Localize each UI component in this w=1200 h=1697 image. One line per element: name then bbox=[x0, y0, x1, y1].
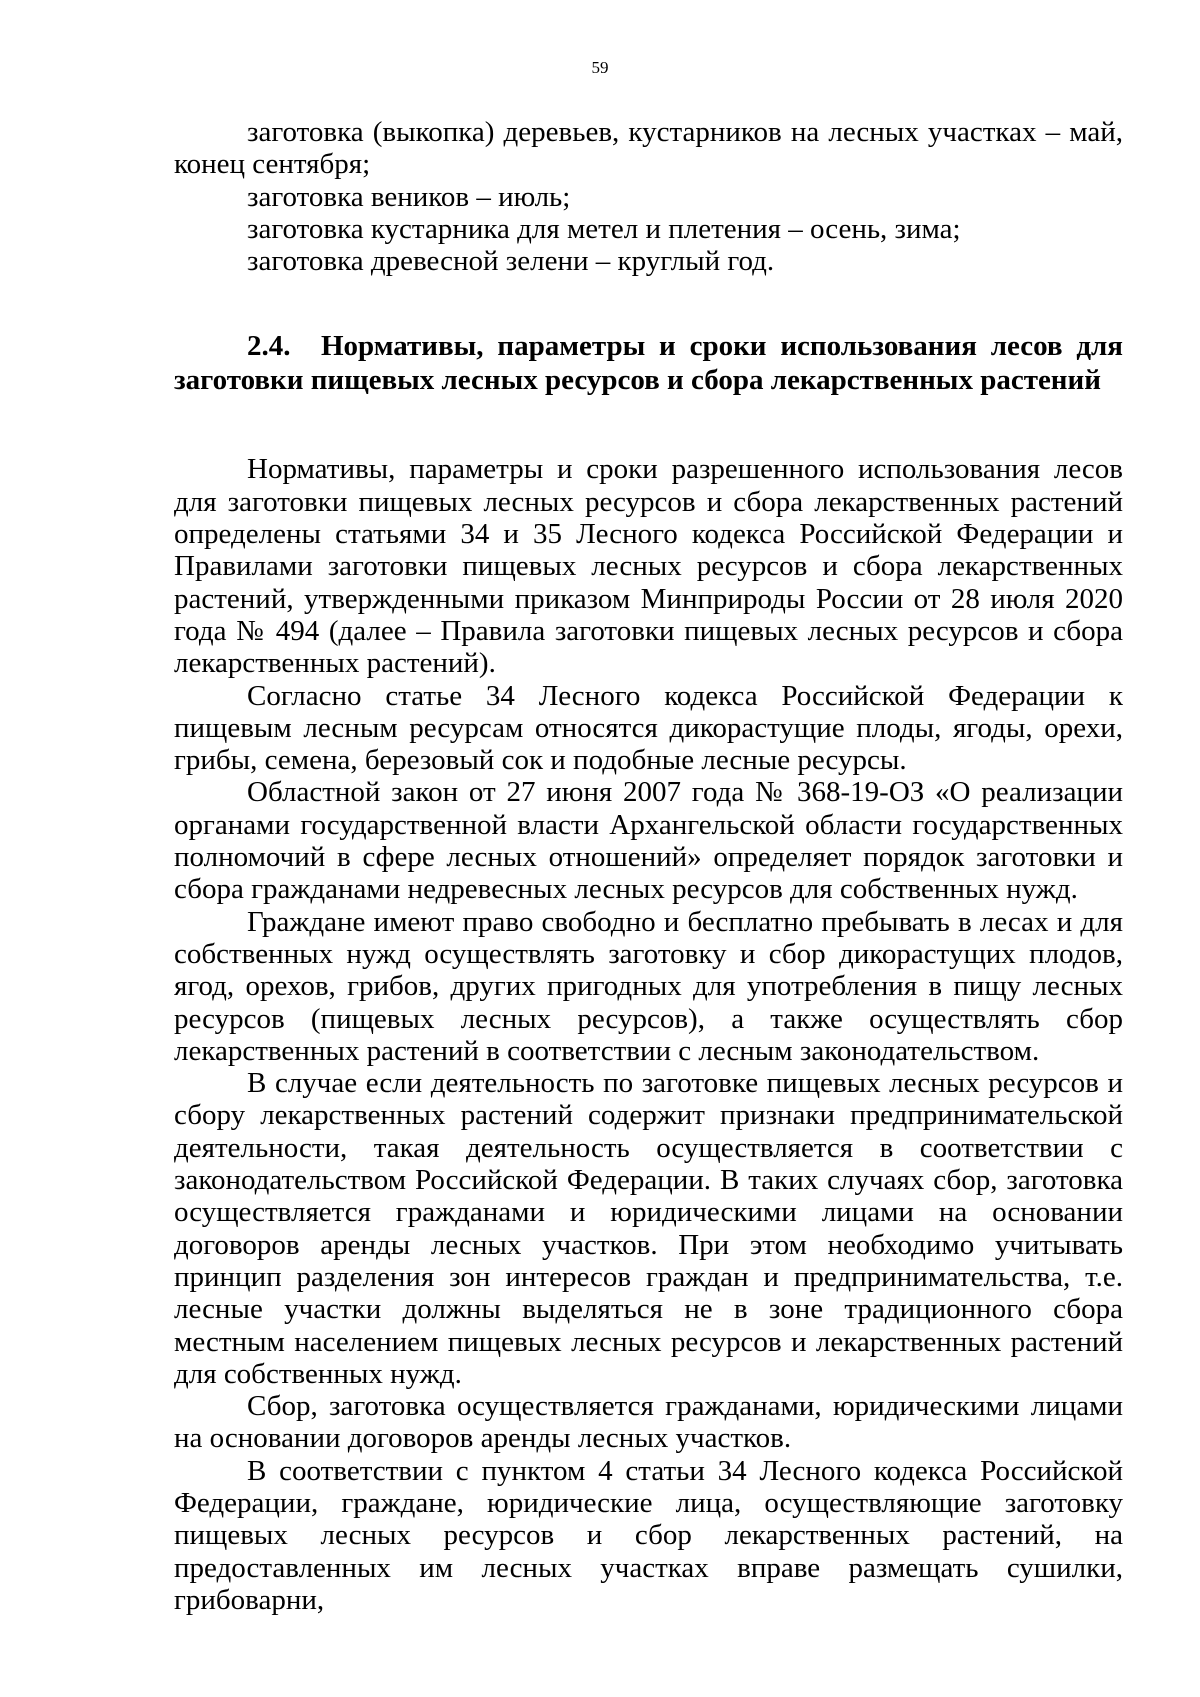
paragraph: В соответствии с пунктом 4 статьи 34 Лесного кодекса Российской Федерации, граждане, юридические лица, осуществляющие заготовку пищевых лесных ресурсов и сбор лекарственных растений, на предоставленных им лесных участках вправе размещать сушилки, грибоварни, bbox=[174, 1454, 1123, 1616]
list-item: заготовка древесной зелени – круглый год. bbox=[247, 245, 775, 278]
paragraph: Граждане имеют право свободно и бесплатно пребывать в лесах и для собственных нужд осуществлять заготовку и сбор дикорастущих плодов, ягод, орехов, грибов, других пригодных для употребления в пищу лесных ресурсов (пищевых лесных ресурсов), а также осуществлять сбор лекарственных растений в соответствии с лесным законодательством. bbox=[174, 905, 1123, 1067]
list-item: заготовка веников – июль; bbox=[247, 180, 571, 213]
section-title-text: Нормативы, параметры и сроки использования лесов для заготовки пищевых лесных ресурсов и сбора лекарственных растений bbox=[174, 330, 1123, 397]
body-text bbox=[174, 453, 1123, 1616]
list-item: заготовка кустарника для метел и плетения – осень, зима; bbox=[247, 212, 961, 245]
harvest-periods-list bbox=[174, 116, 1123, 277]
paragraph: Сбор, заготовка осуществляется гражданами, юридическими лицами на основании договоров аренды лесных участков. bbox=[174, 1390, 1123, 1455]
paragraph: Областной закон от 27 июня 2007 года № 368-19-ОЗ «О реализации органами государственной власти Архангельской области государственных полномочий в сфере лесных отношений» определяет порядок заготовки и сбора гражданами недревесных лесных ресурсов для собственных нужд. bbox=[174, 776, 1123, 906]
section-heading bbox=[174, 329, 1123, 397]
paragraph: Согласно статье 34 Лесного кодекса Российской Федерации к пищевым лесным ресурсам относятся дикорастущие плоды, ягоды, орехи, грибы, семена, березовый сок и подобные лесные ресурсы. bbox=[174, 679, 1123, 777]
paragraph: Нормативы, параметры и сроки разрешенного использования лесов для заготовки пищевых лесных ресурсов и сбора лекарственных растений определены статьями 34 и 35 Лесного кодекса Российской Федерации и Правилами заготовки пищевых лесных ресурсов и сбора лекарственных растений, утвержденными приказом Минприроды России от 28 июля 2020 года № 494 (далее – Правила заготовки пищевых лесных ресурсов и сбора лекарственных растений). bbox=[174, 453, 1123, 680]
page-number: 59 bbox=[591, 58, 609, 77]
list-item: заготовка (выкопка) деревьев, кустарников на лесных участках – май, конец сентября; bbox=[174, 116, 1123, 181]
section-number: 2.4. bbox=[247, 330, 291, 363]
page-content bbox=[174, 116, 1123, 1616]
section-title bbox=[174, 329, 1123, 397]
paragraph: В случае если деятельность по заготовке пищевых лесных ресурсов и сбору лекарственных растений содержит признаки предпринимательской деятельности, такая деятельность осуществляется в соответствии с законодательством Российской Федерации. В таких случаях сбор, заготовка осуществляется гражданами и юридическими лицами на основании договоров аренды лесных участков. При этом необходимо учитывать принцип разделения зон интересов граждан и предпринимательства, т.е. лесные участки должны выделяться не в зоне традиционного сбора местным населением пищевых лесных ресурсов и лекарственных растений для собственных нужд. bbox=[174, 1067, 1123, 1390]
